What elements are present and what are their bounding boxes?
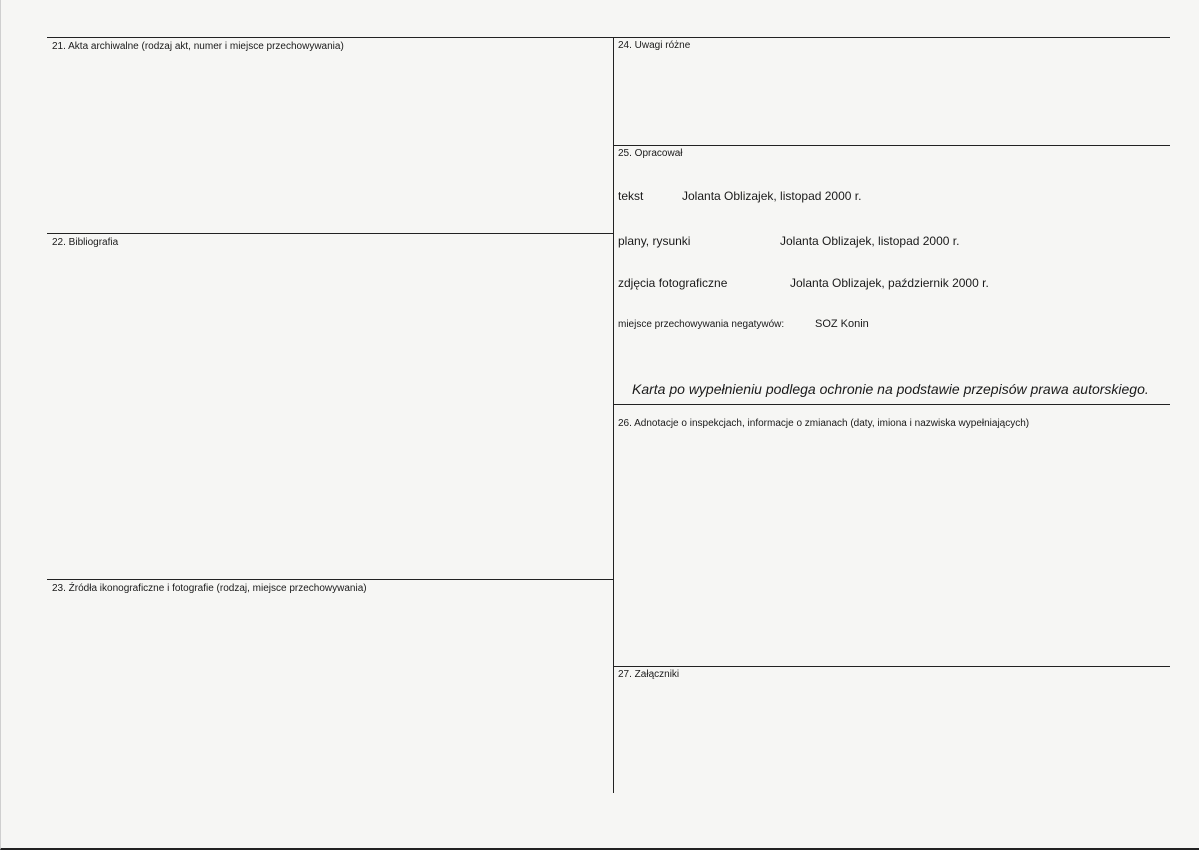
zdjecia-label: zdjęcia fotograficzne: [618, 276, 728, 290]
tekst-value: Jolanta Oblizajek, listopad 2000 r.: [682, 189, 862, 203]
section-24-rule: [613, 37, 1170, 38]
copyright-note: Karta po wypełnieniu podlega ochronie na podstawie przepisów prawa autorskiego.: [632, 381, 1149, 397]
section-27-rule: [613, 666, 1170, 667]
section-25-label: 25. Opracował: [618, 148, 683, 159]
section-26-rule: [613, 404, 1170, 405]
section-21-label: 21. Akta archiwalne (rodzaj akt, numer i miejsce przechowywania): [52, 41, 344, 52]
negatywy-label: miejsce przechowywania negatywów:: [618, 319, 785, 330]
plany-label: plany, rysunki: [618, 234, 691, 248]
section-23-label: 23. Źródła ikonograficzne i fotografie (rodzaj, miejsce przechowywania): [52, 583, 367, 594]
column-divider: [613, 37, 614, 793]
section-22-label: 22. Bibliografia: [52, 237, 119, 248]
tekst-label: tekst: [618, 189, 644, 203]
section-22-rule: [47, 233, 613, 234]
zdjecia-value: Jolanta Oblizajek, październik 2000 r.: [790, 276, 989, 290]
section-27-label: 27. Załączniki: [618, 669, 680, 680]
section-26-label: 26. Adnotacje o inspekcjach, informacje o zmianach (daty, imiona i nazwiska wypełniających): [618, 418, 1030, 429]
negatywy-value: SOZ Konin: [815, 318, 869, 330]
section-25-rule: [613, 145, 1170, 146]
section-21-rule: [47, 37, 613, 38]
section-23-rule: [47, 579, 613, 580]
plany-value: Jolanta Oblizajek, listopad 2000 r.: [780, 234, 960, 248]
section-24-label: 24. Uwagi różne: [618, 40, 691, 51]
